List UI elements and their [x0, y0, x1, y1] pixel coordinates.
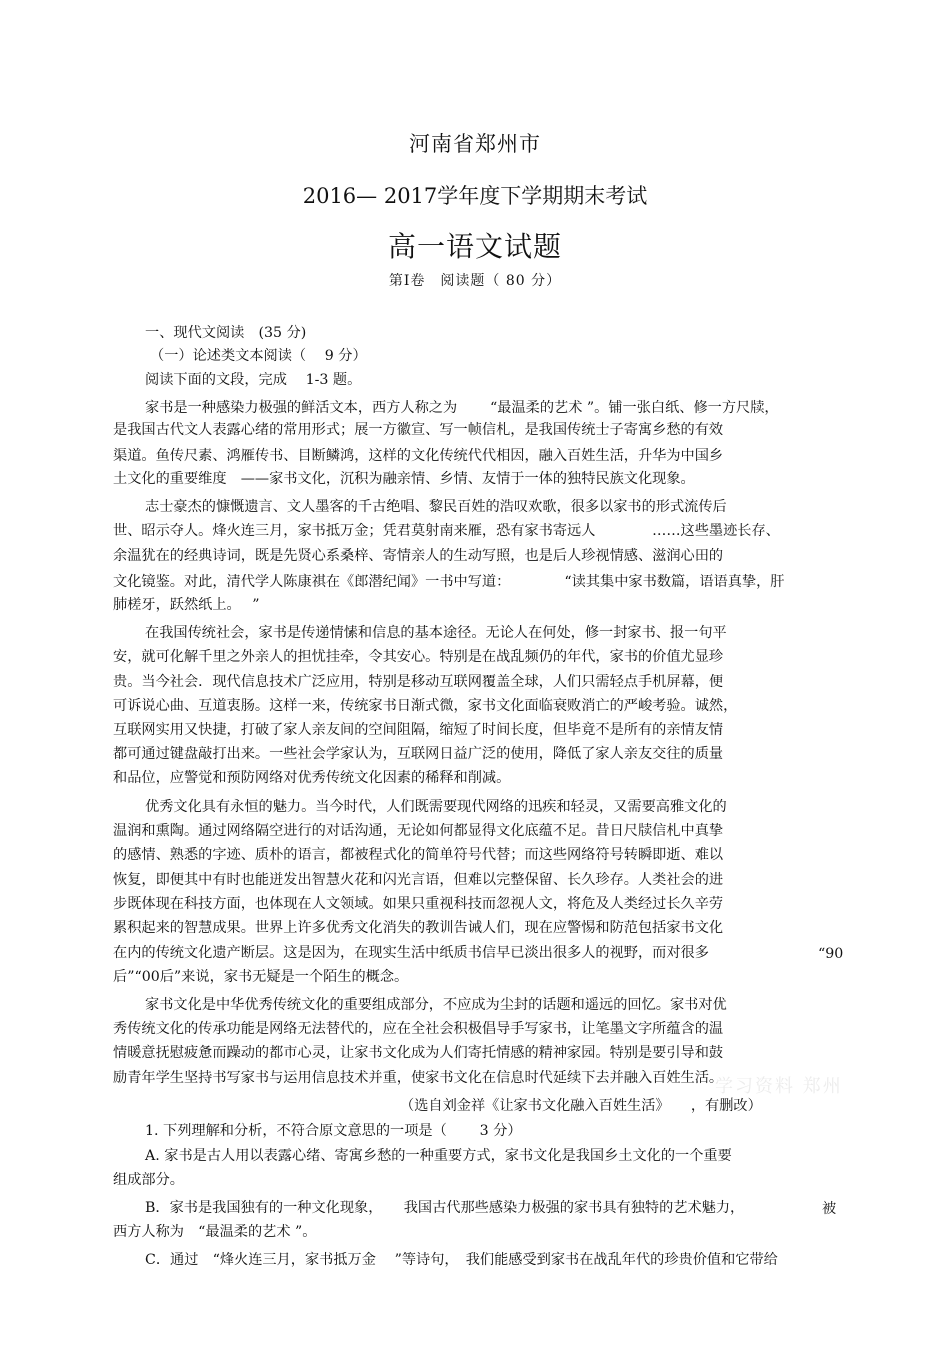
passage-line: 情暖意抚慰疲惫而躁动的都市心灵，让家书文化成为人们寄托情感的精神家园。特别是要引导和鼓 — [113, 1045, 724, 1061]
passage-line: 可诉说心曲、互道衷肠。这样一来，传统家书日渐式微，家书文化面临衰败消亡的严峻考验。诚然， — [113, 698, 738, 714]
passage-line: 步既体现在科技方面，也体现在人文领域。如果只重视科技而忽视人文，将危及人类经过长久辛劳 — [113, 896, 724, 912]
passage-line: 余温犹在的经典诗词，既是先贤心系桑梓、寄情亲人的生动写照，也是后人珍视情感、滋润心田的 — [113, 548, 724, 564]
question-option-b-tail: 被 — [822, 1201, 837, 1217]
source-citation: （选自刘金祥《让家书文化融入百姓生活》 ，有删改） — [400, 1098, 762, 1114]
passage-line: 土文化的重要维度 ——家书文化，沉积为融亲情、乡情、友情于一体的独特民族文化现象。 — [113, 471, 695, 487]
passage-line: 都可通过键盘敲打出来。一些社会学家认为，互联网日益广泛的使用，降低了家人亲友交往的质量 — [113, 746, 724, 762]
passage-line: 家书文化是中华优秀传统文化的重要组成部分，不应成为尘封的话题和遥远的回忆。家书对优 — [145, 997, 727, 1013]
passage-line: 互联网实用又快捷，打破了家人亲友间的空间阻隔，缩短了时间长度，但毕竟不是所有的亲情友情 — [113, 722, 724, 738]
passage-line: 世、昭示夺人。烽火连三月，家书抵万金；凭君莫射南来雁，恐有家书寄远人 ……这些墨迹长存、 — [113, 523, 780, 539]
subsection-label: （一）论述类文本阅读（ 9 分） — [150, 348, 367, 364]
passage-line: 在我国传统社会，家书是传递情愫和信息的基本途径。无论人在何处，修一封家书、报一句平 — [145, 625, 727, 641]
passage-line: 累积起来的智慧成果。世界上许多优秀文化消失的教训告诫人们，现在应警惕和防范包括家书文化 — [113, 920, 724, 936]
passage-line: 志士豪杰的慷慨遗言、文人墨客的千古绝唱、黎民百姓的浩叹欢歌，很多以家书的形式流传后 — [145, 499, 727, 515]
question-option-c: C．通过 “烽火连三月，家书抵万金 ”等诗句， 我们能感受到家书在战乱年代的珍贵价值和它带给 — [145, 1252, 778, 1268]
passage-line: 后”“00后”来说，家书无疑是一个陌生的概念。 — [113, 969, 409, 985]
question-option-b-cont: 西方人称为 “最温柔的艺术 ”。 — [113, 1224, 317, 1240]
passage-line: 文化镜鉴。对此，清代学人陈康祺在《郎潜纪闻》一书中写道： “读其集中家书数篇，语语真挚，肝 — [113, 574, 785, 590]
section-label: 一、现代文阅读 (35 分) — [145, 325, 307, 341]
passage-line: 是我国古代文人表露心绪的常用形式；展一方徽宣、写一帧信札，是我国传统士子寄寓乡愁的有效 — [113, 422, 724, 438]
question-option-a: A. 家书是古人用以表露心绪、寄寓乡愁的一种重要方式，家书文化是我国乡土文化的一个重要 — [145, 1148, 732, 1164]
passage-line: 励青年学生坚持书写家书与运用信息技术并重，使家书文化在信息时代延续下去并融入百姓生活。 — [113, 1070, 724, 1086]
passage-line: 在内的传统文化遗产断层。这是因为，在现实生活中纸质书信早已淡出很多人的视野，而对很多 — [113, 945, 709, 961]
question-option-a-cont: 组成部分。 — [113, 1172, 184, 1188]
passage-line: 家书是一种感染力极强的鲜活文本，西方人称之为 “最温柔的艺术 ”。铺一张白纸、修一方尺牍， — [145, 400, 779, 416]
question-1-stem: 1. 下列理解和分析，不符合原文意思的一项是（ 3 分） — [145, 1123, 522, 1139]
passage-line: 渠道。鱼传尺素、鸿雁传书、目断鳞鸿，这样的文化传统代代相因，融入百姓生活，升华为中国乡 — [113, 448, 724, 464]
passage-line: 恢复，即便其中有时也能迸发出智慧火花和闪光言语，但难以完整保留、长久珍存。人类社会的进 — [113, 872, 724, 888]
passage-line: 优秀文化具有永恒的魅力。当今时代，人们既需要现代网络的迅疾和轻灵，又需要高雅文化的 — [145, 799, 727, 815]
passage-line: 秀传统文化的传承功能是网络无法替代的，应在全社会积极倡导手写家书，让笔墨文字所蕴含的温 — [113, 1021, 724, 1037]
paper-title: 高一语文试题 — [387, 230, 562, 263]
exam-title: 2016— 2017学年度下学期期末考试 — [302, 184, 648, 208]
watermark: 学习资料 郑州 — [715, 1076, 843, 1097]
passage-line: 贵。当今社会．现代信息技术广泛应用，特别是移动互联网覆盖全球，人们只需轻点手机屏幕，便 — [113, 674, 724, 690]
passage-line-continuation: “90 — [818, 946, 844, 962]
region-title: 河南省郑州市 — [409, 132, 541, 156]
section-heading: 第Ⅰ卷 阅读题（ 80 分） — [388, 273, 562, 289]
passage-line: 温润和熏陶。通过网络隔空进行的对话沟通，无论如何都显得文化底蕴不足。昔日尺牍信札中真挚 — [113, 823, 724, 839]
instruction-text: 阅读下面的文段，完成 1-3 题。 — [145, 372, 362, 388]
passage-line: 安，就可化解千里之外亲人的担忧挂牵，令其安心。特别是在战乱频仍的年代，家书的价值尤显珍 — [113, 649, 724, 665]
passage-line: 的感情、熟悉的字迹、质朴的语言，都被程式化的简单符号代替；而这些网络符号转瞬即逝、难以 — [113, 847, 724, 863]
passage-line: 肺槎牙，跃然纸上。 ” — [113, 597, 260, 613]
passage-line: 和品位，应警觉和预防网络对优秀传统文化因素的稀释和削减。 — [113, 770, 511, 786]
question-option-b: B．家书是我国独有的一种文化现象， 我国古代那些感染力极强的家书具有独特的艺术魅力， — [145, 1200, 745, 1216]
